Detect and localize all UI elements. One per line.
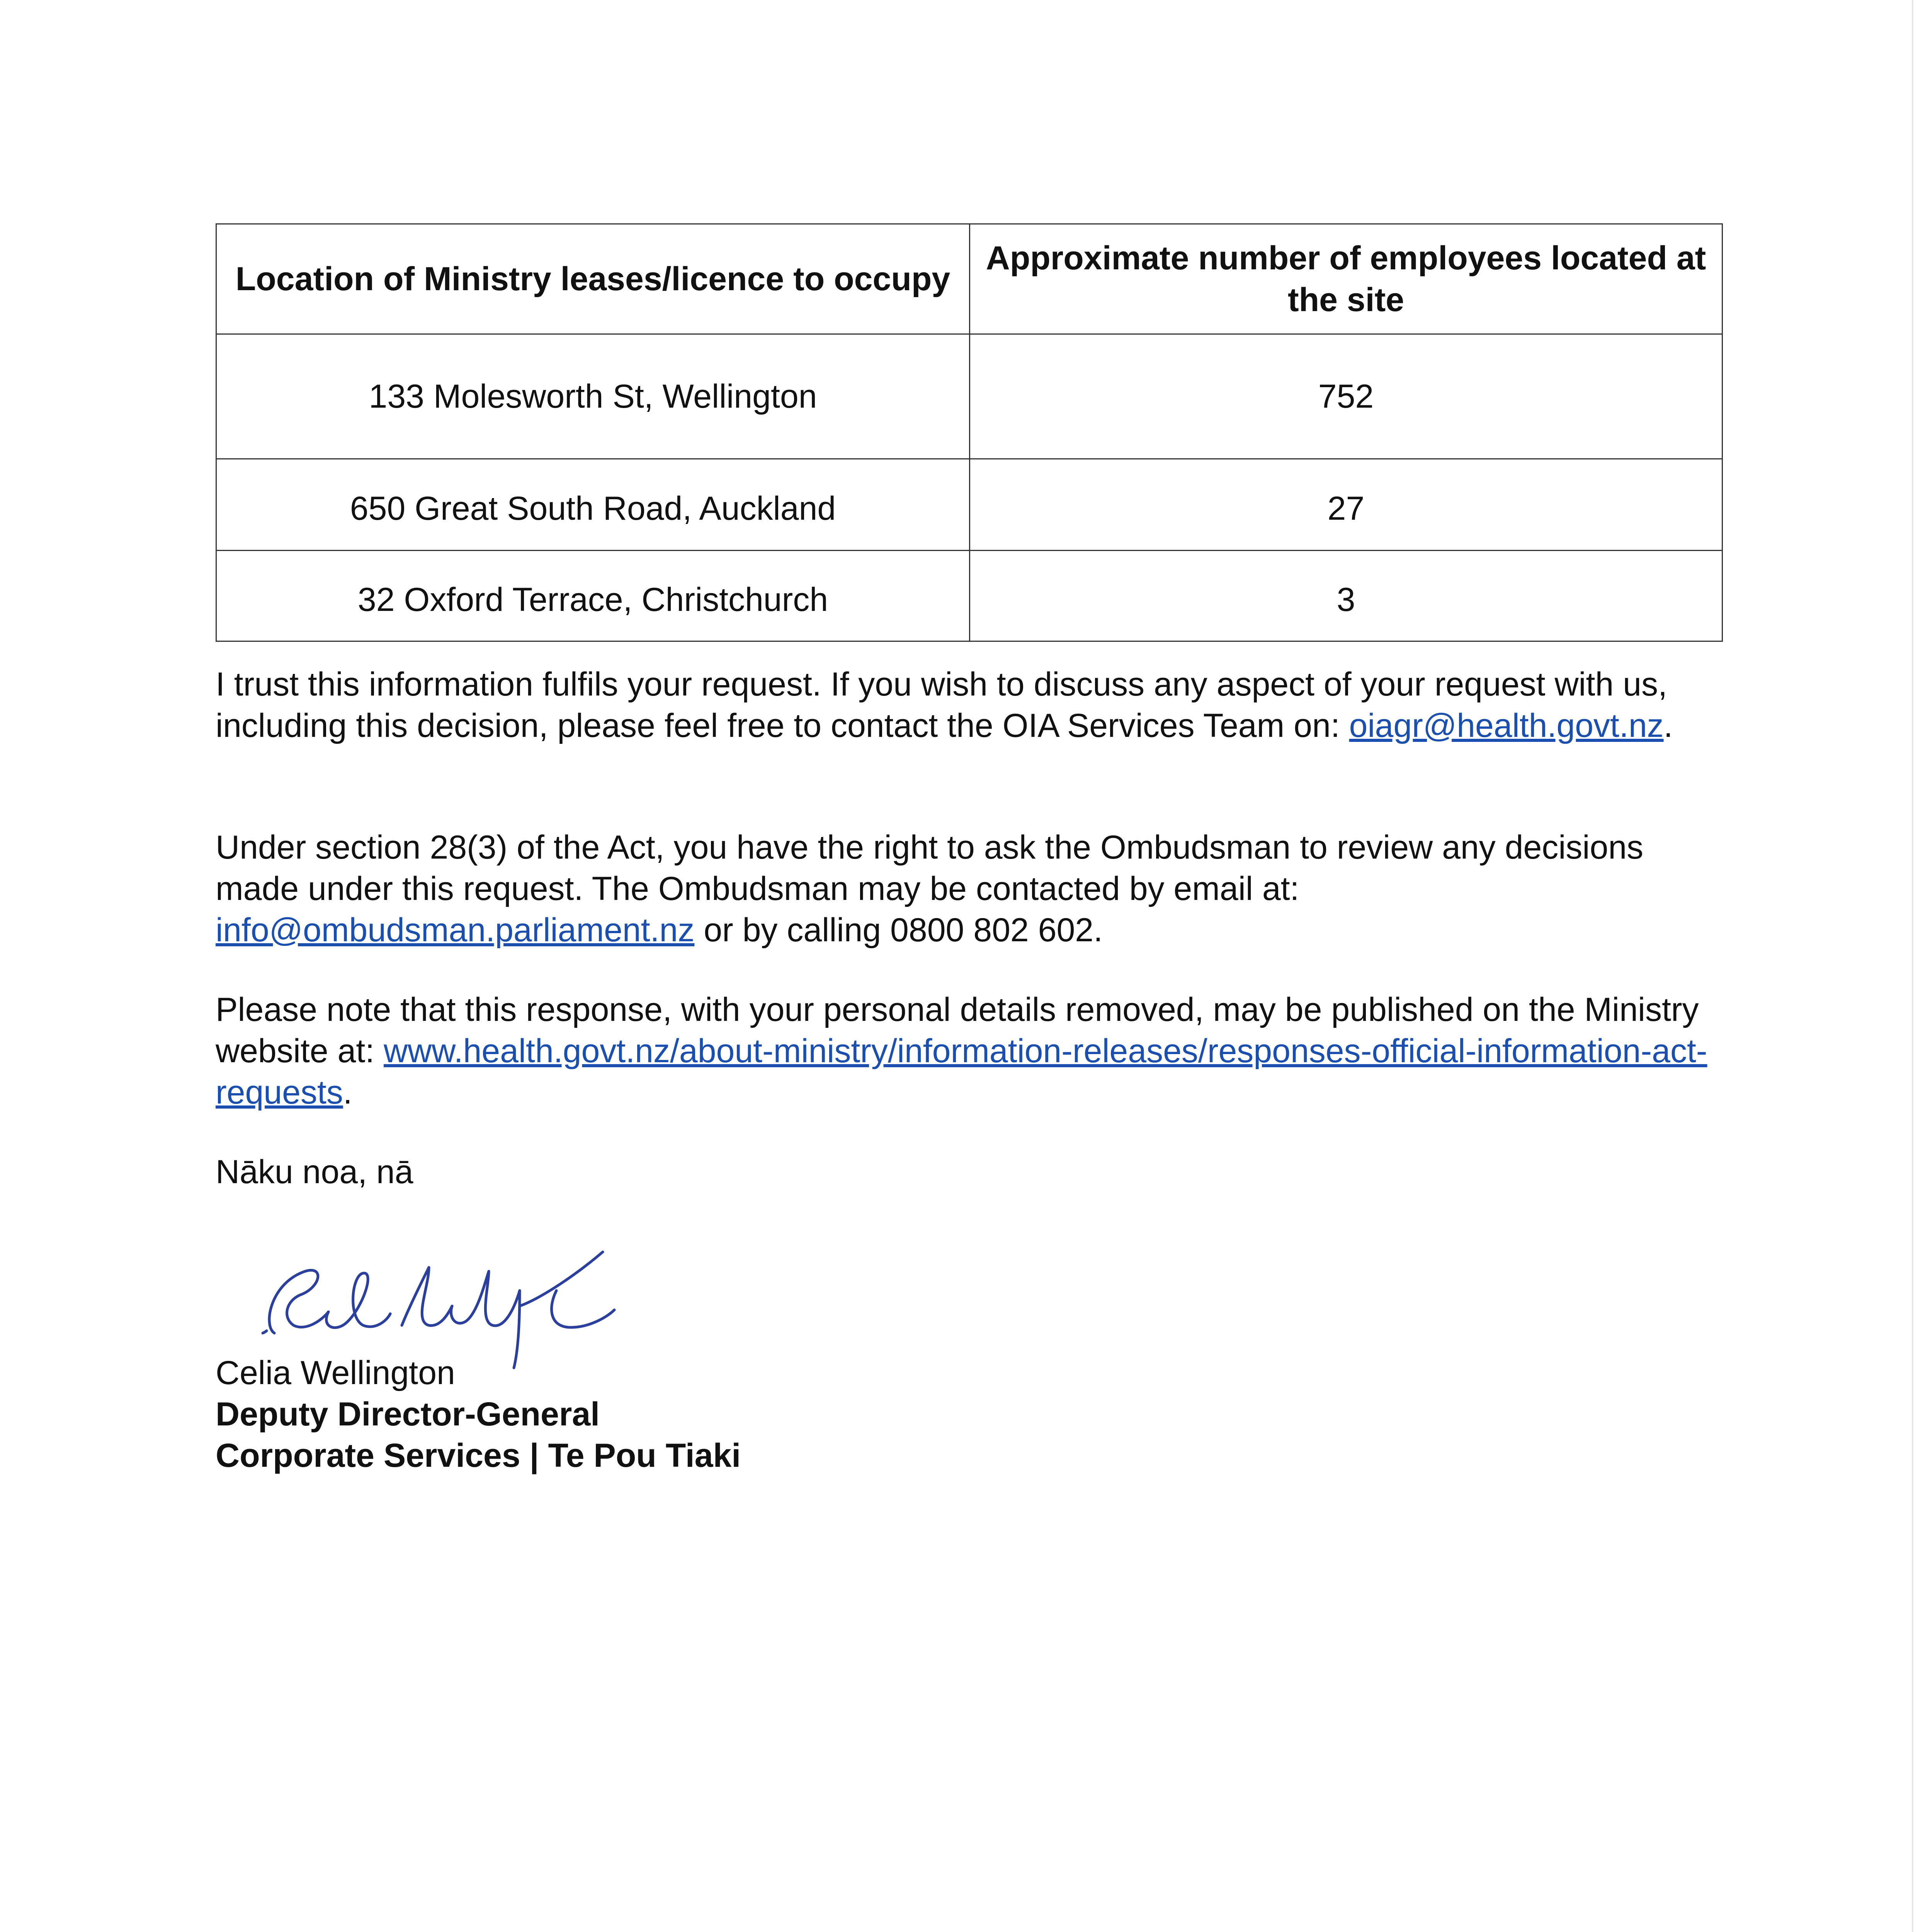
ombudsman-end: or by calling 0800 802 602. xyxy=(694,912,1103,949)
cell-location: 32 Oxford Terrace, Christchurch xyxy=(216,551,970,641)
contact-paragraph xyxy=(216,664,1722,747)
ministry-sites-table xyxy=(216,223,1723,642)
scan-edge xyxy=(1912,0,1913,1932)
publication-end: . xyxy=(343,1074,352,1111)
oia-email-link[interactable]: oiagr@health.govt.nz xyxy=(1349,707,1664,744)
publication-text: Please note that this response, with your personal details removed, may be published on the Ministry website at: xyxy=(216,991,1699,1070)
contact-text: I trust this information fulfils your request. If you wish to discuss any aspect of your request with us, including this decision, please feel free to contact the OIA Services Team on: xyxy=(216,666,1667,744)
ministry-website-link[interactable]: www.health.govt.nz/about-ministry/information-releases/responses-official-information-act-requests xyxy=(216,1032,1707,1111)
ombudsman-email-link[interactable]: info@ombudsman.parliament.nz xyxy=(216,912,695,949)
table-row xyxy=(216,551,1722,641)
header-location: Location of Ministry leases/licence to occupy xyxy=(216,224,970,334)
contact-end: . xyxy=(1663,707,1673,744)
cell-employees: 27 xyxy=(970,459,1722,551)
ombudsman-paragraph xyxy=(216,827,1722,951)
cell-location: 650 Great South Road, Auckland xyxy=(216,459,970,551)
signatory-title: Deputy Director-General xyxy=(216,1396,600,1433)
signatory-division: Corporate Services | Te Pou Tiaki xyxy=(216,1437,741,1474)
table-row xyxy=(216,459,1722,551)
table-header-row xyxy=(216,224,1722,334)
closing-salutation: Nāku noa, nā xyxy=(216,1153,413,1190)
cell-employees: 3 xyxy=(970,551,1722,641)
header-employees: Approximate number of employees located at the site xyxy=(970,224,1722,334)
publication-paragraph xyxy=(216,989,1722,1113)
cell-employees: 752 xyxy=(970,334,1722,459)
table-row xyxy=(216,334,1722,459)
cell-location: 133 Molesworth St, Wellington xyxy=(216,334,970,459)
ombudsman-text: Under section 28(3) of the Act, you have the right to ask the Ombudsman to review any decisions made under this request. The Ombudsman may be contacted by email at: xyxy=(216,829,1644,907)
signatory-name: Celia Wellington xyxy=(216,1354,455,1391)
